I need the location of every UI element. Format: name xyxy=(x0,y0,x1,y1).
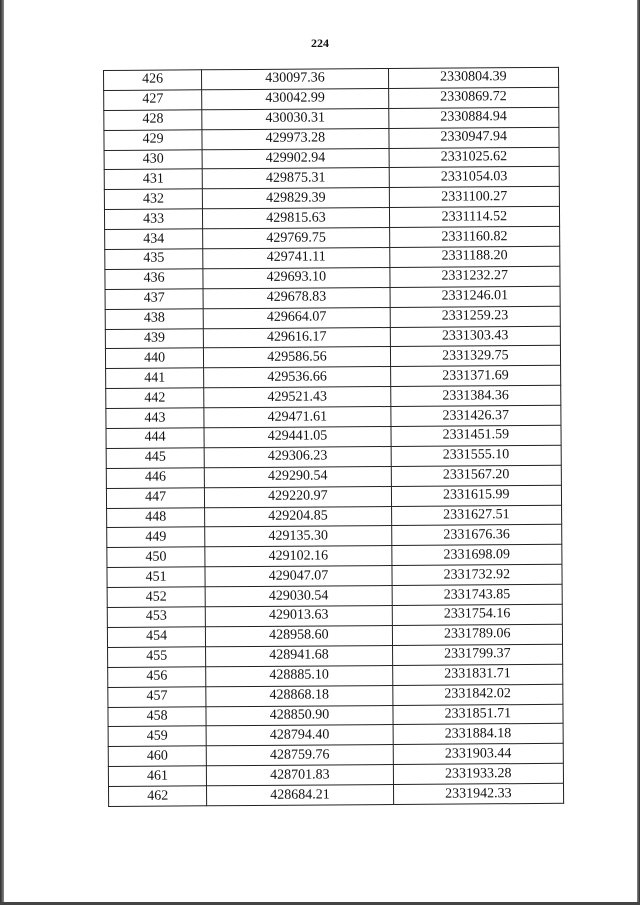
x-coordinate-cell: 429586.56 xyxy=(204,347,391,368)
y-coordinate-cell: 2331303.43 xyxy=(390,326,561,347)
x-coordinate-cell: 429441.05 xyxy=(204,427,391,448)
y-coordinate-cell: 2330884.94 xyxy=(388,107,559,128)
y-coordinate-cell: 2330947.94 xyxy=(389,127,560,148)
point-number-cell: 447 xyxy=(106,488,204,509)
y-coordinate-cell: 2331114.52 xyxy=(389,207,560,228)
x-coordinate-cell: 428759.76 xyxy=(206,745,393,766)
point-number-cell: 455 xyxy=(108,647,206,668)
x-coordinate-cell: 428941.68 xyxy=(206,645,393,666)
point-number-cell: 456 xyxy=(108,667,206,688)
x-coordinate-cell: 429678.83 xyxy=(203,287,390,308)
y-coordinate-cell: 2331329.75 xyxy=(390,346,561,367)
point-number-cell: 426 xyxy=(104,70,202,91)
x-coordinate-cell: 429290.54 xyxy=(204,466,391,487)
y-coordinate-cell: 2331371.69 xyxy=(390,366,561,387)
y-coordinate-cell: 2331384.36 xyxy=(390,386,561,407)
y-coordinate-cell: 2331246.01 xyxy=(390,286,561,307)
y-coordinate-cell: 2331799.37 xyxy=(392,644,563,665)
point-number-cell: 440 xyxy=(105,348,203,369)
coordinate-table-body xyxy=(104,67,564,806)
y-coordinate-cell: 2331160.82 xyxy=(389,226,560,247)
x-coordinate-cell: 428701.83 xyxy=(207,765,394,786)
scan-left-edge xyxy=(0,0,4,905)
x-coordinate-cell: 429973.28 xyxy=(202,128,389,149)
y-coordinate-cell: 2331831.71 xyxy=(392,664,563,685)
point-number-cell: 462 xyxy=(109,786,207,807)
point-number-cell: 437 xyxy=(105,289,203,310)
point-number-cell: 436 xyxy=(105,269,203,290)
y-coordinate-cell: 2331676.36 xyxy=(391,525,562,546)
x-coordinate-cell: 429013.63 xyxy=(205,606,392,627)
y-coordinate-cell: 2331789.06 xyxy=(392,624,563,645)
y-coordinate-cell: 2331933.28 xyxy=(393,763,564,784)
x-coordinate-cell: 429220.97 xyxy=(205,486,392,507)
y-coordinate-cell: 2331732.92 xyxy=(392,565,563,586)
point-number-cell: 461 xyxy=(108,766,206,787)
x-coordinate-cell: 429536.66 xyxy=(204,367,391,388)
y-coordinate-cell: 2331851.71 xyxy=(393,704,564,725)
x-coordinate-cell: 428958.60 xyxy=(206,625,393,646)
x-coordinate-cell: 429030.54 xyxy=(205,586,392,607)
y-coordinate-cell: 2331451.59 xyxy=(391,425,562,446)
x-coordinate-cell: 429616.17 xyxy=(204,327,391,348)
x-coordinate-cell: 428885.10 xyxy=(206,665,393,686)
y-coordinate-cell: 2331942.33 xyxy=(393,783,564,804)
x-coordinate-cell: 429102.16 xyxy=(205,546,392,567)
point-number-cell: 431 xyxy=(104,169,202,190)
point-number-cell: 445 xyxy=(106,448,204,469)
x-coordinate-cell: 429741.11 xyxy=(203,248,390,269)
point-number-cell: 457 xyxy=(108,686,206,707)
point-number-cell: 446 xyxy=(106,468,204,489)
point-number-cell: 458 xyxy=(108,706,206,727)
point-number-cell: 427 xyxy=(104,90,202,111)
y-coordinate-cell: 2331743.85 xyxy=(392,584,563,605)
table-row xyxy=(109,783,564,806)
y-coordinate-cell: 2331426.37 xyxy=(390,405,561,426)
y-coordinate-cell: 2331842.02 xyxy=(392,684,563,705)
point-number-cell: 428 xyxy=(104,110,202,131)
x-coordinate-cell: 429664.07 xyxy=(203,307,390,328)
x-coordinate-cell: 428794.40 xyxy=(206,725,393,746)
x-coordinate-cell: 430042.99 xyxy=(202,88,389,109)
y-coordinate-cell: 2331698.09 xyxy=(391,545,562,566)
point-number-cell: 459 xyxy=(108,726,206,747)
x-coordinate-cell: 429829.39 xyxy=(203,188,390,209)
y-coordinate-cell: 2331884.18 xyxy=(393,724,564,745)
point-number-cell: 448 xyxy=(107,507,205,528)
y-coordinate-cell: 2331627.51 xyxy=(391,505,562,526)
y-coordinate-cell: 2330869.72 xyxy=(388,87,559,108)
coordinate-table xyxy=(103,67,564,807)
x-coordinate-cell: 429769.75 xyxy=(203,228,390,249)
point-number-cell: 429 xyxy=(104,129,202,150)
y-coordinate-cell: 2331615.99 xyxy=(391,485,562,506)
y-coordinate-cell: 2331100.27 xyxy=(389,187,560,208)
x-coordinate-cell: 429521.43 xyxy=(204,387,391,408)
y-coordinate-cell: 2331188.20 xyxy=(389,246,560,267)
y-coordinate-cell: 2331054.03 xyxy=(389,167,560,188)
point-number-cell: 432 xyxy=(104,189,202,210)
point-number-cell: 453 xyxy=(107,607,205,628)
x-coordinate-cell: 429693.10 xyxy=(203,267,390,288)
point-number-cell: 435 xyxy=(105,249,203,270)
x-coordinate-cell: 429902.94 xyxy=(202,148,389,169)
y-coordinate-cell: 2331259.23 xyxy=(390,306,561,327)
x-coordinate-cell: 429306.23 xyxy=(204,446,391,467)
x-coordinate-cell: 429875.31 xyxy=(202,168,389,189)
y-coordinate-cell: 2331754.16 xyxy=(392,604,563,625)
x-coordinate-cell: 429135.30 xyxy=(205,526,392,547)
point-number-cell: 438 xyxy=(105,308,203,329)
point-number-cell: 460 xyxy=(108,746,206,767)
y-coordinate-cell: 2331232.27 xyxy=(389,266,560,287)
point-number-cell: 444 xyxy=(106,428,204,449)
x-coordinate-cell: 428868.18 xyxy=(206,685,393,706)
point-number-cell: 441 xyxy=(106,368,204,389)
x-coordinate-cell: 430030.31 xyxy=(202,108,389,129)
x-coordinate-cell: 430097.36 xyxy=(202,69,389,90)
point-number-cell: 430 xyxy=(104,149,202,170)
point-number-cell: 452 xyxy=(107,587,205,608)
x-coordinate-cell: 429047.07 xyxy=(205,566,392,587)
x-coordinate-cell: 428684.21 xyxy=(207,785,394,806)
x-coordinate-cell: 428850.90 xyxy=(206,705,393,726)
point-number-cell: 433 xyxy=(104,209,202,230)
y-coordinate-cell: 2331567.20 xyxy=(391,465,562,486)
y-coordinate-cell: 2331555.10 xyxy=(391,445,562,466)
point-number-cell: 449 xyxy=(107,527,205,548)
y-coordinate-cell: 2330804.39 xyxy=(388,67,559,88)
point-number-cell: 434 xyxy=(105,229,203,250)
y-coordinate-cell: 2331903.44 xyxy=(393,744,564,765)
point-number-cell: 442 xyxy=(106,388,204,409)
x-coordinate-cell: 429471.61 xyxy=(204,407,391,428)
page-number: 224 xyxy=(311,36,329,50)
point-number-cell: 443 xyxy=(106,408,204,429)
x-coordinate-cell: 429204.85 xyxy=(205,506,392,527)
point-number-cell: 450 xyxy=(107,547,205,568)
point-number-cell: 439 xyxy=(105,328,203,349)
point-number-cell: 451 xyxy=(107,567,205,588)
point-number-cell: 454 xyxy=(107,627,205,648)
x-coordinate-cell: 429815.63 xyxy=(203,208,390,229)
y-coordinate-cell: 2331025.62 xyxy=(389,147,560,168)
